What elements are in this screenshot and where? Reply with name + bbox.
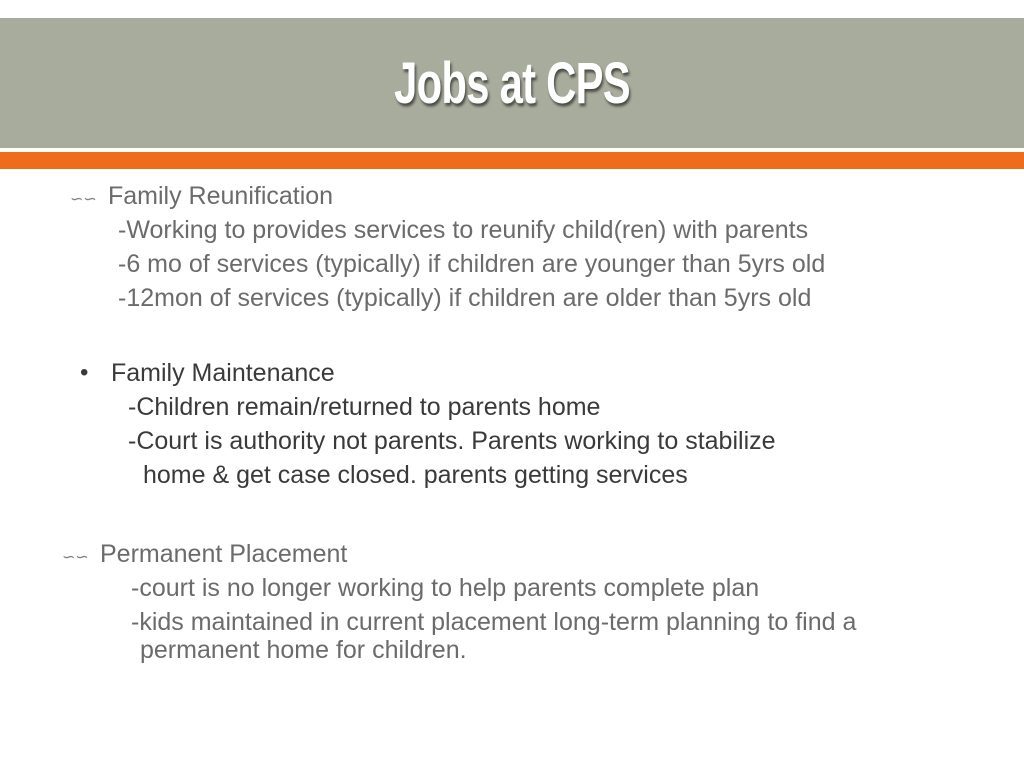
section-line: permanent home for children. — [140, 636, 467, 664]
wave-bullet-icon: ∽∽ — [62, 549, 89, 566]
section-heading-reunification: Family Reunification — [108, 182, 334, 210]
section-line: -Working to provides services to reunify child(ren) with parents — [118, 216, 809, 244]
section-line: home & get case closed. parents getting services — [143, 461, 688, 489]
section-line: -Children remain/returned to parents home — [128, 393, 601, 421]
section-heading-maintenance: Family Maintenance — [111, 359, 335, 387]
wave-bullet-icon: ∽∽ — [70, 191, 97, 208]
section-heading-placement: Permanent Placement — [100, 540, 348, 568]
section-line: -Court is authority not parents. Parents working to stabilize — [128, 427, 776, 455]
section-line: -kids maintained in current placement long-term planning to find a — [131, 608, 857, 636]
dot-bullet-icon: • — [80, 359, 89, 386]
slide-title: Jobs at CPS — [394, 50, 630, 116]
header-divider-orange — [0, 152, 1024, 169]
section-line: -court is no longer working to help parents complete plan — [131, 574, 760, 602]
section-line: -12mon of services (typically) if children are older than 5yrs old — [118, 284, 812, 312]
section-line: -6 mo of services (typically) if children are younger than 5yrs old — [118, 250, 826, 278]
